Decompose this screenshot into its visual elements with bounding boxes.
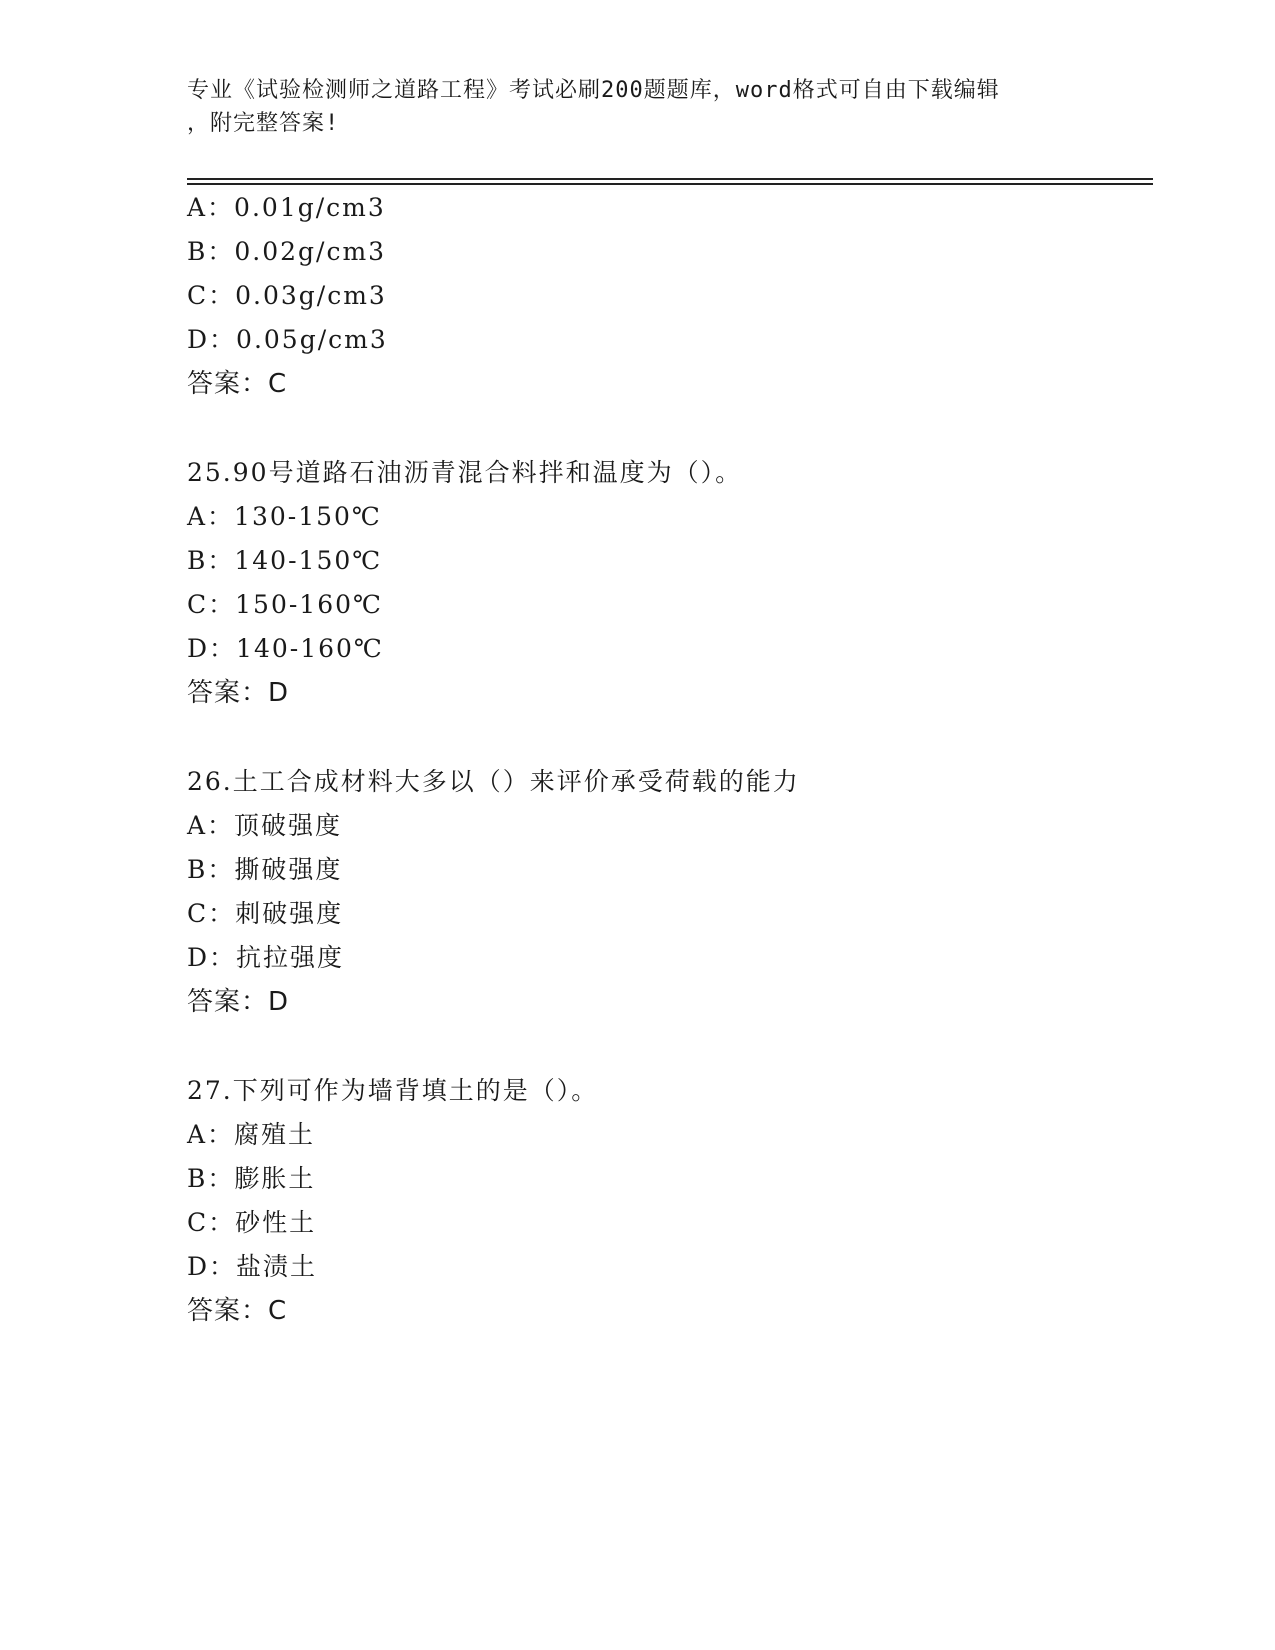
header-title-line-1: 专业《试验检测师之道路工程》考试必刷200题题库，word格式可自由下载编辑 [187, 78, 1000, 103]
document-header [187, 74, 1067, 140]
question-stem: 27.下列可作为墙背填土的是（）。 [187, 1076, 599, 1105]
answer-line: 答案：C [187, 1296, 288, 1326]
header-title-line-2: ，附完整答案! [187, 111, 340, 136]
option-b: B：撕破强度 [187, 855, 343, 884]
answer-line: 答案：D [187, 678, 290, 708]
option-c: C：砂性土 [187, 1208, 317, 1237]
option-d: D：抗拉强度 [187, 943, 345, 972]
option-d: D：140-160℃ [187, 634, 384, 663]
header-divider-top [187, 178, 1153, 180]
option-d: D：0.05g/cm3 [187, 325, 388, 354]
header-divider-bottom [187, 183, 1153, 185]
option-a: A：130-150℃ [187, 502, 382, 531]
question-stem: 25.90号道路石油沥青混合料拌和温度为（）。 [187, 458, 743, 487]
option-a: A：腐殖土 [187, 1120, 316, 1149]
question-stem: 26.土工合成材料大多以（）来评价承受荷载的能力 [187, 767, 800, 796]
option-b: B：膨胀土 [187, 1164, 316, 1193]
option-b: B：140-150℃ [187, 546, 383, 575]
option-c: C：0.03g/cm3 [187, 281, 387, 310]
option-a: A：0.01g/cm3 [187, 193, 386, 222]
answer-line: 答案：D [187, 987, 290, 1017]
option-b: B：0.02g/cm3 [187, 237, 387, 266]
option-a: A：顶破强度 [187, 811, 343, 840]
option-c: C：刺破强度 [187, 899, 344, 928]
answer-line: 答案：C [187, 369, 288, 399]
option-d: D：盐渍土 [187, 1252, 318, 1281]
option-c: C：150-160℃ [187, 590, 383, 619]
